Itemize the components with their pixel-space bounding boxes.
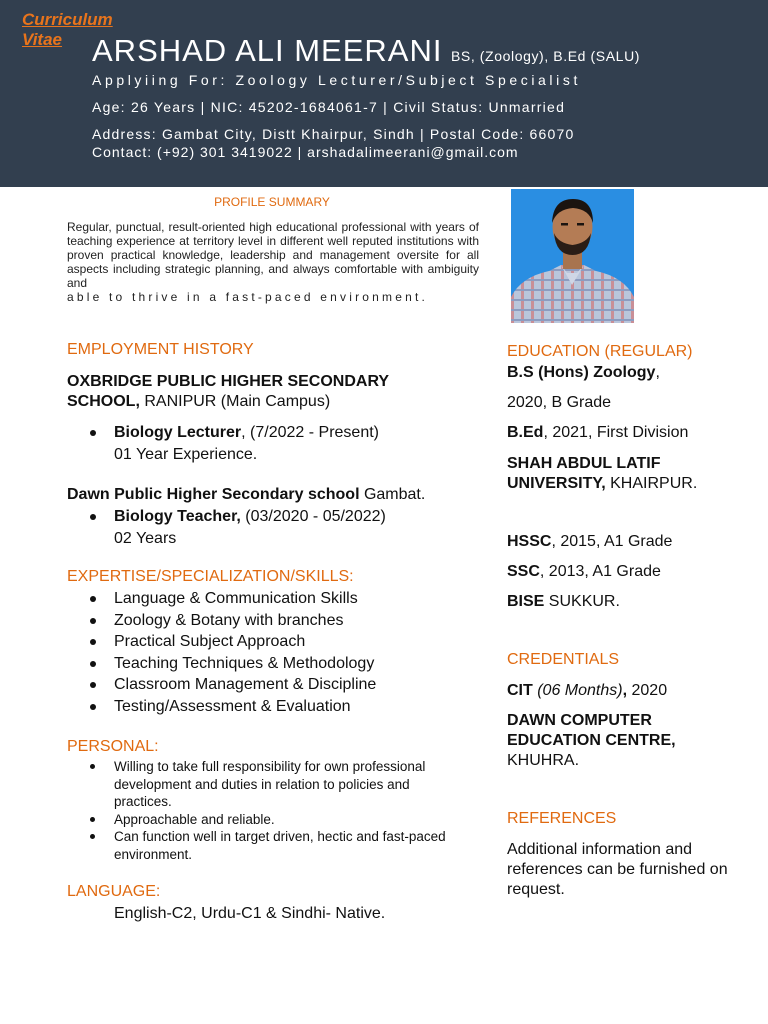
name-line — [92, 33, 640, 69]
org-1-name: OXBRIDGE PUBLIC HIGHER SECONDARY SCHOOL, — [67, 373, 389, 410]
job-1-period: , (7/2022 - Present) — [241, 424, 379, 441]
skills-title: EXPERTISE/SPECIALIZATION/SKILLS: — [67, 568, 354, 585]
education-university — [507, 454, 737, 494]
candidate-name: ARSHAD ALI MEERANI — [92, 33, 443, 68]
university-location: KHAIRPUR. — [605, 475, 698, 492]
personal-item: Willing to take full responsibility for own professional development and duties in relation to policies and practices. — [67, 758, 467, 811]
job-1-item — [67, 422, 467, 465]
education-bise — [507, 592, 747, 612]
job-1-experience: 01 Year Experience. — [114, 445, 258, 463]
profile-summary-text — [67, 220, 479, 304]
job-2-item — [67, 506, 467, 549]
personal-item: Approachable and reliable. — [67, 811, 467, 829]
skill-item: Testing/Assessment & Evaluation — [67, 696, 467, 718]
applying-for: Applyiing For: Zoology Lecturer/Subject Specialist — [92, 72, 581, 88]
employment-org-2 — [67, 485, 477, 505]
personal-item: Can function well in target driven, hectic and fast-paced environment. — [67, 828, 467, 863]
org-2-location: Gambat. — [359, 486, 426, 503]
header-banner — [0, 0, 768, 187]
employment-job-1-list — [67, 422, 467, 465]
profile-text-last-line: able to thrive in a fast-paced environment. — [67, 290, 429, 304]
credentials-title: CREDENTIALS — [507, 651, 620, 668]
job-2-experience: 02 Years — [114, 529, 177, 547]
personal-title: PERSONAL: — [67, 738, 159, 755]
education-bs-year: 2020, B Grade — [507, 394, 612, 411]
job-1-title: Biology Lecturer — [114, 424, 242, 441]
language-title: LANGUAGE: — [67, 883, 161, 900]
centre-name: DAWN COMPUTER EDUCATION CENTRE, — [507, 712, 676, 749]
credentials-centre — [507, 711, 737, 771]
cv-label: Curriculum Vitae — [22, 10, 113, 49]
education-ssc — [507, 562, 747, 582]
education-bed — [507, 423, 747, 443]
org-1-location: RANIPUR (Main Campus) — [139, 393, 331, 410]
education-title: EDUCATION (REGULAR) — [507, 343, 693, 360]
university-name: SHAH ABDUL LATIF UNIVERSITY, — [507, 455, 661, 492]
employment-org-1 — [67, 372, 447, 412]
bs-comma: , — [655, 364, 660, 381]
personal-list — [67, 758, 467, 863]
credentials-cit — [507, 681, 747, 701]
bed-degree: B.Ed — [507, 424, 544, 441]
education-hssc — [507, 532, 747, 552]
contact: Contact: (+92) 301 3419022 | arshadalimeerani@gmail.com — [92, 144, 519, 160]
skill-item: Classroom Management & Discipline — [67, 674, 467, 696]
language-text: English-C2, Urdu-C1 & Sindhi- Native. — [114, 905, 386, 922]
address: Address: Gambat City, Distt Khairpur, Sindh | Postal Code: 66070 — [92, 126, 575, 142]
ssc-label: SSC — [507, 563, 540, 580]
education-bs — [507, 363, 747, 383]
references-title: REFERENCES — [507, 810, 617, 827]
job-2-title: Biology Teacher, — [114, 508, 241, 525]
job-2-period: (03/2020 - 05/2022) — [240, 508, 386, 525]
skill-item: Teaching Techniques & Methodology — [67, 653, 467, 675]
hssc-label: HSSC — [507, 533, 552, 550]
personal-details: Age: 26 Years | NIC: 45202-1684061-7 | Civil Status: Unmarried — [92, 99, 566, 115]
candidate-degree: BS, (Zoology), B.Ed (SALU) — [450, 48, 641, 64]
skill-item: Zoology & Botany with branches — [67, 610, 467, 632]
profile-summary-title: PROFILE SUMMARY — [214, 195, 330, 209]
profile-photo — [511, 189, 634, 323]
centre-location: KHUHRA. — [507, 752, 580, 769]
profile-text-body: Regular, punctual, result-oriented high educational professional with years of teaching experience at territory level in different well reputed institutions with proven practical knowledge, leadership and management oversite for all aspects including strategic planning, and always comfortable with ambiguity and — [67, 220, 479, 290]
employment-history-title: EMPLOYMENT HISTORY — [67, 341, 254, 358]
references-text: Additional information and references can be furnished on request. — [507, 841, 728, 898]
hssc-details: , 2015, A1 Grade — [551, 533, 673, 550]
cit-duration: (06 Months) — [532, 682, 623, 699]
cit-label: CIT — [507, 682, 533, 699]
skills-list — [67, 588, 467, 718]
portrait-image — [511, 189, 634, 323]
cit-year: 2020 — [627, 682, 668, 699]
bise-details: SUKKUR. — [544, 593, 620, 610]
bed-details: , 2021, First Division — [543, 424, 689, 441]
bs-degree: B.S (Hons) Zoology — [507, 364, 656, 381]
employment-job-2-list — [67, 506, 467, 549]
cit-comma: , — [622, 682, 628, 699]
skill-item: Language & Communication Skills — [67, 588, 467, 610]
skill-item: Practical Subject Approach — [67, 631, 467, 653]
ssc-details: , 2013, A1 Grade — [539, 563, 661, 580]
bise-label: BISE — [507, 593, 545, 610]
org-2-name: Dawn Public Higher Secondary school — [67, 486, 360, 503]
